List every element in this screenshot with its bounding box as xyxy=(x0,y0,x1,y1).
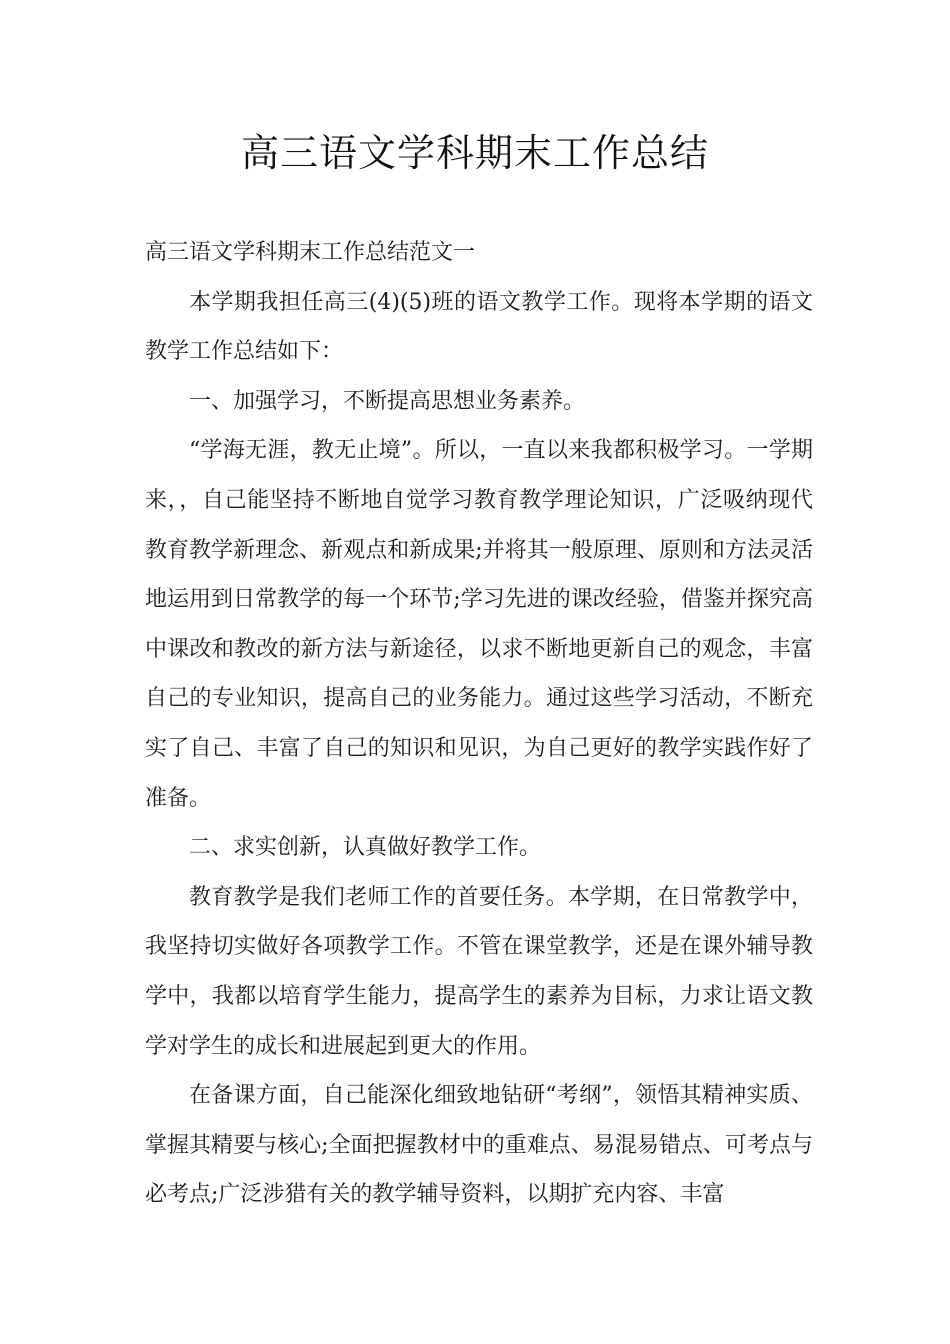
paragraph-preparation: 在备课方面，自己能深化细致地钻研“考纲”，领悟其精神实质、掌握其精要与核心;全面把握教材中的重难点、易混易错点、可考点与必考点;广泛涉猎有关的教学辅导资料，以期扩充内容、丰富 xyxy=(145,1083,813,1208)
paragraph-heading-1: 一、加强学习，不断提高思想业务素养。 xyxy=(189,388,586,414)
paragraph-study: “学海无涯，教无止境”。所以，一直以来我都积极学习。一学期来，，自己能坚持不断地自觉学习教育教学理论知识，广泛吸纳现代教育教学新理念、新观点和新成果;并将其一般原理、原则和方法灵活地运用到日常教学的每一个环节;学习先进的课改经验，借鉴并探究高中课改和教改的新方法与新途径，以求不断地更新自己的观念，丰富自己的专业知识，提高自己的业务能力。通过这些学习活动，不断充实了自己、丰富了自己的知识和见识，为自己更好的教学实践作好了准备。 xyxy=(145,438,813,811)
document-body xyxy=(145,228,813,1220)
paragraph-intro: 本学期我担任高三(4)(5)班的语文教学工作。现将本学期的语文教学工作总结如下： xyxy=(145,289,813,365)
page-title: 高三语文学科期末工作总结 xyxy=(240,131,709,175)
section-heading: 高三语文学科期末工作总结范文一 xyxy=(145,240,476,265)
paragraph-heading-2: 二、求实创新，认真做好教学工作。 xyxy=(189,835,542,861)
paragraph-teaching: 教育教学是我们老师工作的首要任务。本学期，在日常教学中，我坚持切实做好各项教学工作。不管在课堂教学，还是在课外辅导教学中，我都以培育学生能力，提高学生的素养为目标，力求让语文教学对学生的成长和进展起到更大的作用。 xyxy=(145,884,813,1059)
